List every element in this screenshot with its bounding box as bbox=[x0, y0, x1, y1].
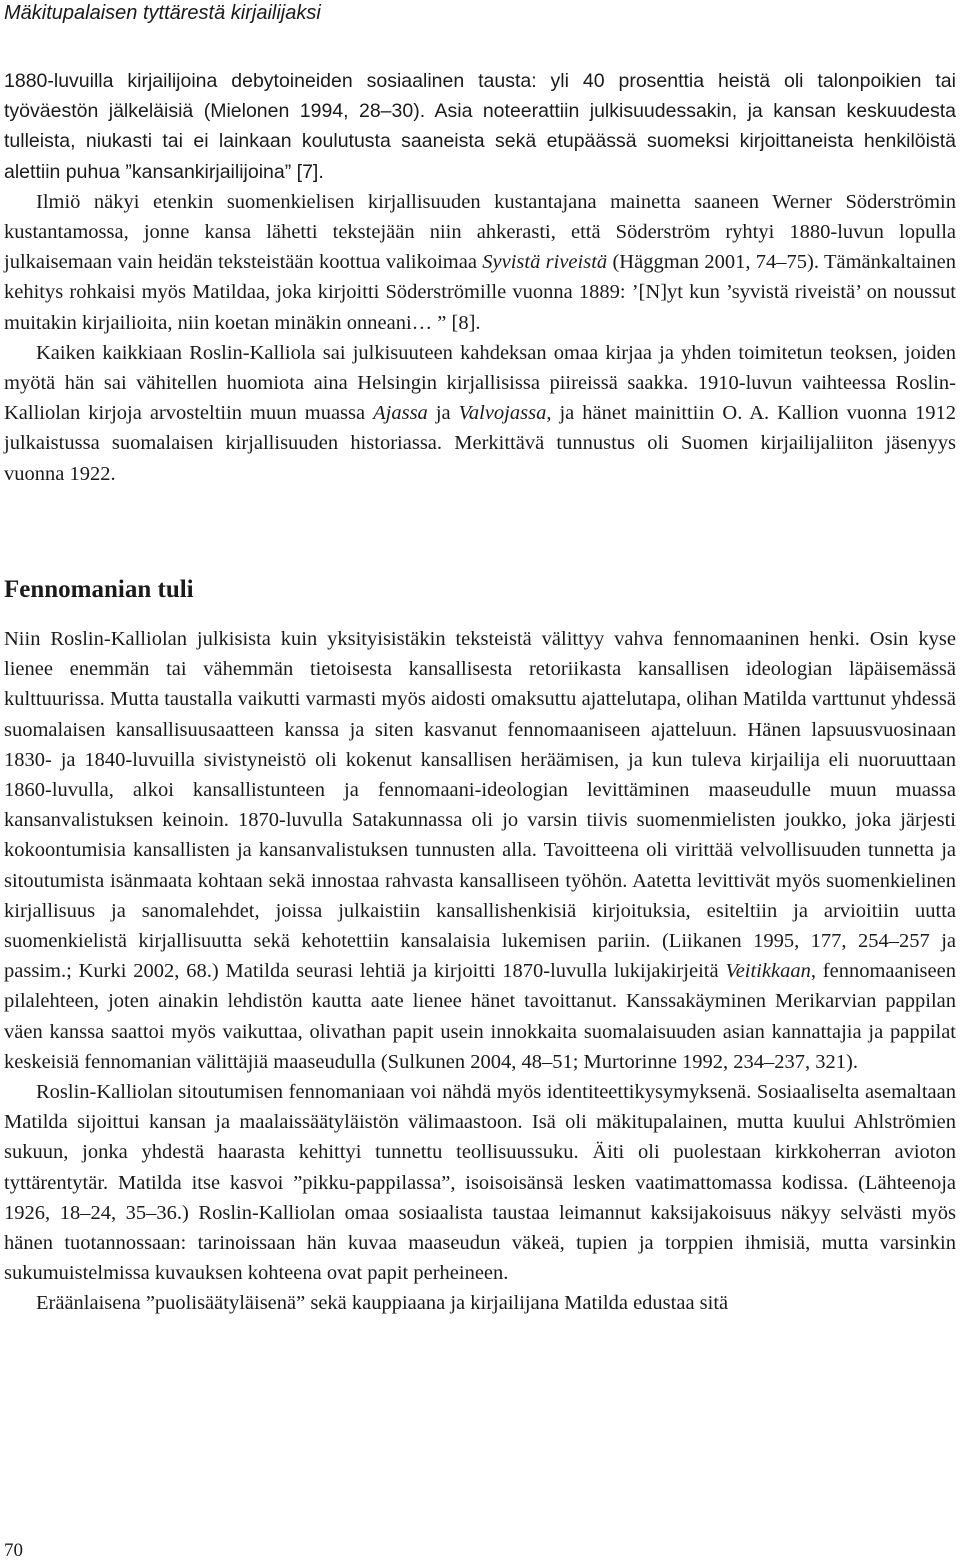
paragraph-2 bbox=[4, 187, 956, 338]
paragraph-3-part-b: ja bbox=[427, 402, 459, 425]
section-heading: Fennomanian tuli bbox=[4, 576, 194, 603]
paragraph-1 bbox=[4, 66, 956, 187]
paragraph-2-title-syvista-riveista: Syvistä riveistä bbox=[482, 251, 608, 274]
paragraph-3-part-a: Kaiken kaikkiaan Roslin-Kalliola sai julkisuuteen kahdeksan omaa kirjaa ja yhden toimitetun teoksen, joiden myötä hän sai vähitellen huomiota aina Helsingin kirjallisissa piireissä saakka. 1910-luvun vaihteessa Roslin-Kalliolan kirjoja arvosteltiin muun muassa bbox=[4, 341, 956, 425]
paragraph-4 bbox=[4, 624, 956, 1077]
paragraph-1-part-b: Asia noteerattiin julkisuudessakin, ja kansan keskuudesta tulleista, niukasti tai ei lainkaan koulutusta saaneista sekä etupäässä suomeksi kirjoittaneista henkilöistä alettiin puhua ”kansankirjailijoina” [7]. bbox=[4, 100, 956, 183]
paragraph-6: Eräänlaisena ”puolisäätyläisenä” sekä kauppiaana ja kirjailijana Matilda edustaa sitä bbox=[36, 1292, 729, 1315]
paragraph-4-part-a: Niin Roslin-Kalliolan julkisista kuin yksityisistäkin teksteistä välittyy vahva fennomaaninen henki. Osin kyse lienee enemmän tai vähemmän tietoisesta kansallisesta retoriikasta kansallisen ideologian läpäisemässä kulttuurissa. Mutta taustalla vaikutti varmasti myös aidosti omaksuttu ajattelutapa, olihan Matilda varttunut yhdessä suomalaisen kansallisuusaatteen kanssa ja siten kasvanut fennomaaniseen ajatteluun. Hänen lapsuusvuosinaan 1830- ja 1840-luvuilla sivistyneistö oli kokenut kansallisen heräämisen, ja kun tuleva kirjailija eli nuoruuttaan 1860-luvulla, alkoi kansallistunteen ja fennomaani-ideologian levittäminen maaseudulle muun muassa kansanvalistuksen keinoin. 1870-luvulla Satakunnassa oli jo varsin tiivis suomenmielisten joukko, joka järjesti kokoontumisia kansallisten ja kansanvalistuksen tunnusten alla. Tavoitteena oli virittää velvollisuuden tunnetta ja sitoutumista isänmaata kohtaan sekä innostaa rahvasta kansalliseen työhön. Aatetta levittivät myös suomenkielinen kirjallisuus ja sanomalehdet, joissa julkaistiin kansallishenkisiä kirjoituksia, esiteltiin ja arvioitiin uutta suomenkielistä kirjallisuutta sekä kehotettiin kansalaisia lukemisen pariin. (Liikanen 1995, 177, 254–257 ja passim.; Kurki 2002, 68.) Matilda seurasi lehtiä ja kirjoitti 1870-luvulla lukijakirjeitä bbox=[4, 628, 956, 983]
paragraph-3-title-valvojassa: Valvojassa bbox=[458, 402, 547, 425]
running-header: Mäkitupalaisen tyttärestä kirjailijaksi bbox=[4, 2, 321, 24]
paragraph-4-title-veitikkaan: Veitikkaan bbox=[725, 960, 811, 983]
paragraph-1-part-a: 1880-luvuilla kirjailijoina debytoineiden sosiaalinen tausta: yli 40 prosenttia heistä oli talonpoikien tai työväestön jälkeläisiä (Mielonen 1994, 28–30). bbox=[4, 70, 956, 123]
body-text-section bbox=[4, 624, 956, 1319]
paragraph-2-part-b: (Häggman 2001, 74–75). bbox=[607, 251, 819, 274]
paragraph-4-part-b: , fennomaaniseen pilalehteen, joten ainakin lehdistön kautta aate lienee hänet tavoittanut. Kanssakäyminen Merikarvian pappilan väen kanssa saattoi myös vaikuttaa, olivathan papit usein innokkaita suomalaisuuden asian kannattajia ja pappilat keskeisiä fennomanian välittäjiä maaseudulla (Sulkunen 2004, 48–51; Murtorinne 1992, 234–237, 321). bbox=[4, 960, 956, 1073]
paragraph-2-part-a: Ilmiö näkyi etenkin suomenkielisen kirjallisuuden kustantajana mainetta saaneen Werner Söderströmin kustantamossa, jonne kansa lähetti tekstejään niin ahkerasti, että Söderström ryhtyi 1880-luvun lopulla julkaisemaan vain heidän teksteistään koottua valikoimaa bbox=[4, 190, 956, 274]
paragraph-3-title-ajassa: Ajassa bbox=[373, 402, 428, 425]
paragraph-3 bbox=[4, 338, 956, 489]
paragraph-2-part-c: Tämänkaltainen kehitys rohkaisi myös Matildaa, joka kirjoitti Söderströmille vuonna 1889: ’[N]yt kun ’syvistä riveistä’ on noussut muitakin kirjailioita, niin koetan minäkin onneani… ” [8]. bbox=[4, 251, 957, 334]
paragraph-5: Roslin-Kalliolan sitoutumisen fennomaniaan voi nähdä myös identiteettikysymyksenä. Sosiaaliselta asemaltaan Matilda sijoittui kansan ja maalaissäätyläistön välimaastoon. Isä oli mäkitupalainen, mutta kuului Ahlströmien sukuun, jonka yhdestä haarasta kehittyi tunnettu teollisuussuku. Äiti oli puolestaan kirkkoherran avioton tyttärentytär. Matilda itse kasvoi ”pikku-pappilassa”, isoisoisänsä lesken vaatimattomassa kodissa. (Lähteenoja 1926, 18–24, 35–36.) Roslin-Kalliolan omaa sosiaalista taustaa leimannut kaksijakoisuus näkyy selvästi myös hänen tuotannossaan: tarinoissaan hän kuvaa maaseudun väkeä, tupien ja torppien ihmisiä, mutta varsinkin sukumuistelmissa kuvauksen kohteena ovat papit perheineen. bbox=[4, 1081, 956, 1285]
page-number: 70 bbox=[4, 1540, 23, 1561]
paragraph-3-part-c: , ja hänet mainittiin O. A. Kallion vuonna 1912 julkaistussa suomalaisen kirjallisuuden historiassa. Merkittävä tunnustus oli Suomen kirjailijaliiton jäsenyys vuonna 1922. bbox=[4, 402, 956, 485]
body-text-top bbox=[4, 66, 956, 489]
